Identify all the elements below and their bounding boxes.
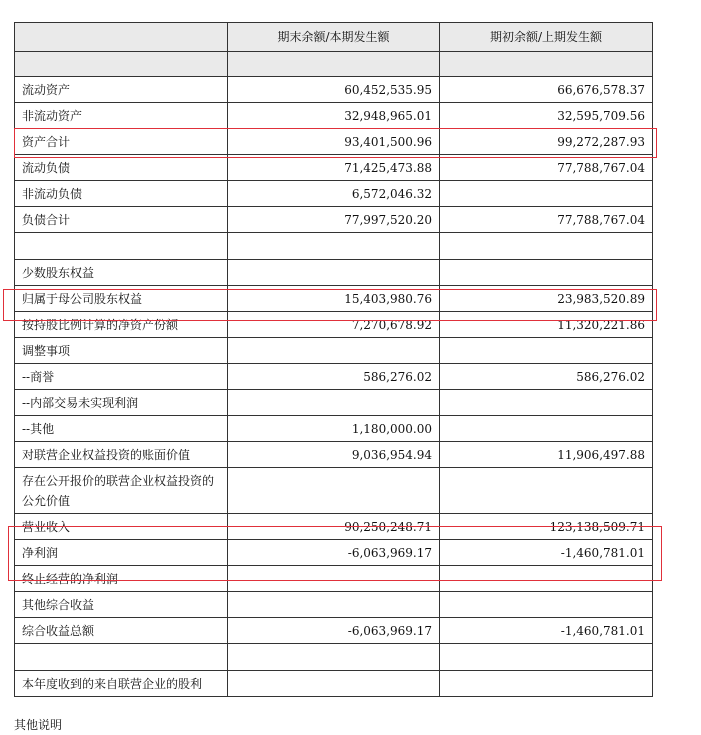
table-row bbox=[15, 644, 653, 671]
row-value-prior: -1,460,781.01 bbox=[440, 618, 653, 644]
row-label: --其他 bbox=[15, 416, 228, 442]
row-value-current: 15,403,980.76 bbox=[228, 286, 440, 312]
table-row bbox=[15, 540, 653, 566]
row-label: 综合收益总额 bbox=[15, 618, 228, 644]
row-label: 存在公开报价的联营企业权益投资的公允价值 bbox=[15, 468, 228, 514]
associate-financial-summary-table bbox=[14, 22, 653, 697]
table-row bbox=[15, 338, 653, 364]
table-row bbox=[15, 52, 653, 77]
row-label: --内部交易未实现利润 bbox=[15, 390, 228, 416]
table-row bbox=[15, 260, 653, 286]
row-label: 本年度收到的来自联营企业的股利 bbox=[15, 671, 228, 697]
table-row bbox=[15, 671, 653, 697]
row-value-current: 71,425,473.88 bbox=[228, 155, 440, 181]
table-row bbox=[15, 618, 653, 644]
table-row bbox=[15, 181, 653, 207]
row-value-prior: 11,906,497.88 bbox=[440, 442, 653, 468]
row-value-prior: 123,138,509.71 bbox=[440, 514, 653, 540]
header-cell-current: 期末余额/本期发生额 bbox=[228, 23, 440, 52]
table-row bbox=[15, 514, 653, 540]
row-label: 少数股东权益 bbox=[15, 260, 228, 286]
row-value-prior: -1,460,781.01 bbox=[440, 540, 653, 566]
row-value-prior: 77,788,767.04 bbox=[440, 207, 653, 233]
row-value-prior: 586,276.02 bbox=[440, 364, 653, 390]
row-label: 资产合计 bbox=[15, 129, 228, 155]
row-label bbox=[15, 52, 228, 77]
row-value-prior bbox=[440, 592, 653, 618]
row-label: 调整事项 bbox=[15, 338, 228, 364]
row-label bbox=[15, 233, 228, 260]
row-value-current bbox=[228, 52, 440, 77]
row-value-current: 32,948,965.01 bbox=[228, 103, 440, 129]
row-value-prior bbox=[440, 233, 653, 260]
row-value-current bbox=[228, 592, 440, 618]
row-value-prior bbox=[440, 260, 653, 286]
row-value-current: 9,036,954.94 bbox=[228, 442, 440, 468]
table-row bbox=[15, 390, 653, 416]
row-label bbox=[15, 644, 228, 671]
table-row bbox=[15, 566, 653, 592]
table-header-row bbox=[15, 23, 653, 52]
row-label: 流动负债 bbox=[15, 155, 228, 181]
row-label: 非流动资产 bbox=[15, 103, 228, 129]
row-value-prior bbox=[440, 468, 653, 514]
row-value-current: 1,180,000.00 bbox=[228, 416, 440, 442]
row-value-prior: 66,676,578.37 bbox=[440, 77, 653, 103]
row-value-current bbox=[228, 338, 440, 364]
header-cell-prior: 期初余额/上期发生额 bbox=[440, 23, 653, 52]
row-value-prior bbox=[440, 181, 653, 207]
row-value-prior: 77,788,767.04 bbox=[440, 155, 653, 181]
table-row bbox=[15, 155, 653, 181]
table-row bbox=[15, 468, 653, 514]
row-value-prior: 23,983,520.89 bbox=[440, 286, 653, 312]
table-row bbox=[15, 312, 653, 338]
row-value-prior: 99,272,287.93 bbox=[440, 129, 653, 155]
row-value-prior bbox=[440, 338, 653, 364]
other-notes-label: 其他说明 bbox=[14, 718, 63, 732]
row-value-current bbox=[228, 566, 440, 592]
row-value-prior bbox=[440, 671, 653, 697]
row-value-prior: 32,595,709.56 bbox=[440, 103, 653, 129]
row-label: 流动资产 bbox=[15, 77, 228, 103]
row-value-current: 93,401,500.96 bbox=[228, 129, 440, 155]
row-value-current bbox=[228, 644, 440, 671]
row-label: 营业收入 bbox=[15, 514, 228, 540]
row-value-current bbox=[228, 260, 440, 286]
row-value-prior: 11,320,221.86 bbox=[440, 312, 653, 338]
table-row bbox=[15, 592, 653, 618]
row-value-prior bbox=[440, 52, 653, 77]
table-row bbox=[15, 103, 653, 129]
row-label: --商誉 bbox=[15, 364, 228, 390]
row-value-current bbox=[228, 233, 440, 260]
row-value-current: 7,270,678.92 bbox=[228, 312, 440, 338]
row-value-prior bbox=[440, 566, 653, 592]
row-value-current: 60,452,535.95 bbox=[228, 77, 440, 103]
table-row bbox=[15, 207, 653, 233]
row-label: 终止经营的净利润 bbox=[15, 566, 228, 592]
row-value-prior bbox=[440, 390, 653, 416]
row-value-prior bbox=[440, 416, 653, 442]
row-value-current bbox=[228, 671, 440, 697]
row-label: 归属于母公司股东权益 bbox=[15, 286, 228, 312]
row-label: 按持股比例计算的净资产份额 bbox=[15, 312, 228, 338]
row-value-prior bbox=[440, 644, 653, 671]
row-value-current: 6,572,046.32 bbox=[228, 181, 440, 207]
table-row bbox=[15, 416, 653, 442]
header-cell-item bbox=[15, 23, 228, 52]
row-value-current: -6,063,969.17 bbox=[228, 540, 440, 566]
table-row bbox=[15, 364, 653, 390]
cropped-heading bbox=[0, 0, 701, 8]
table-row bbox=[15, 286, 653, 312]
row-value-current: 586,276.02 bbox=[228, 364, 440, 390]
table-row bbox=[15, 233, 653, 260]
row-label: 其他综合收益 bbox=[15, 592, 228, 618]
row-value-current: 77,997,520.20 bbox=[228, 207, 440, 233]
row-label: 对联营企业权益投资的账面价值 bbox=[15, 442, 228, 468]
row-label: 负债合计 bbox=[15, 207, 228, 233]
row-label: 非流动负债 bbox=[15, 181, 228, 207]
row-value-current: -6,063,969.17 bbox=[228, 618, 440, 644]
row-label: 净利润 bbox=[15, 540, 228, 566]
table-row bbox=[15, 77, 653, 103]
table-row bbox=[15, 442, 653, 468]
table-row bbox=[15, 129, 653, 155]
row-value-current bbox=[228, 390, 440, 416]
row-value-current bbox=[228, 468, 440, 514]
row-value-current: 90,250,248.71 bbox=[228, 514, 440, 540]
